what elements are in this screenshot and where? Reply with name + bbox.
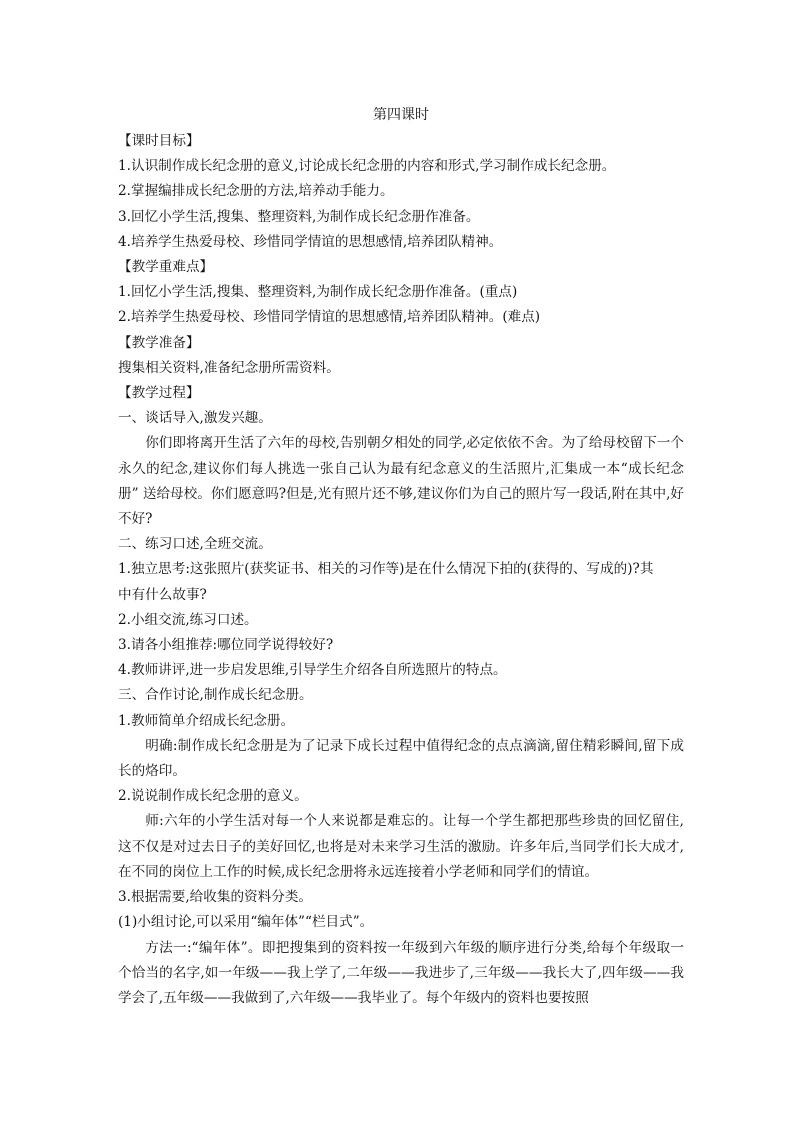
- text-line: 三、合作讨论,制作成长纪念册。: [118, 687, 313, 704]
- text-line: 4.培养学生热爱母校、珍惜同学情谊的思想感情,培养团队精神。: [118, 233, 503, 250]
- text-line: 2.培养学生热爱母校、珍惜同学情谊的思想感情,培养团队精神。(难点): [118, 309, 541, 326]
- text-line: 3.回忆小学生活,搜集、整理资料,为制作成长纪念册作准备。: [118, 208, 480, 225]
- text-line: 3.请各小组推荐:哪位同学说得较好?: [118, 637, 334, 654]
- page-title: 第四课时: [373, 107, 429, 123]
- text-line: 【课时目标】: [118, 133, 200, 149]
- text-line: 3.根据需要,给收集的资料分类。: [118, 889, 313, 906]
- text-line: 1.回忆小学生活,搜集、整理资料,为制作成长纪念册作准备。(重点): [118, 284, 518, 301]
- text-line: 【教学重难点】: [118, 259, 214, 276]
- text-line: 1.认识制作成长纪念册的意义,讨论成长纪念册的内容和形式,学习制作成长纪念册。: [118, 158, 616, 175]
- text-line: 4.教师讲评,进一步启发思维,引导学生介绍各自所选照片的特点。: [118, 662, 507, 679]
- text-line: 中有什么故事?: [118, 586, 207, 603]
- text-line: 2.说说制作成长纪念册的意义。: [118, 788, 308, 805]
- paragraph: 你们即将离开生活了六年的母校,告别朝夕相处的同学,必定依依不舍。为了给母校留下一个永久的纪念,建议你们每人挑选一张自己认为最有纪念意义的生活照片,汇集成一本“成长纪念册” 送给母校。你们愿意吗?但是,光有照片还不够,建议你们为自己的照片写一段话,附在其中,好不好?: [118, 435, 684, 528]
- paragraph: 师:六年的小学生活对每一个人来说都是难忘的。让每一个学生都把那些珍贵的回忆留住,这不仅是对过去日子的美好回忆,也将是对未来学习生活的激励。许多年后,当同学们长大成才,在不同的岗位上工作的时候,成长纪念册将永远连接着小学老师和同学们的情谊。: [118, 813, 684, 880]
- text-line: 2.掌握编排成长纪念册的方法,培养动手能力。: [118, 183, 394, 200]
- document-body: [118, 129, 684, 1011]
- text-line: 【教学过程】: [118, 385, 200, 402]
- text-line: 2.小组交流,练习口述。: [118, 611, 258, 628]
- text-line: (1)小组讨论,可以采用“编年体”“栏目式”。: [118, 914, 374, 931]
- text-line: 【教学准备】: [118, 334, 200, 351]
- paragraph: 方法一:“编年体”。即把搜集到的资料按一年级到六年级的顺序进行分类,给每个年级取一个恰当的名字,如一年级——我上学了,二年级——我进步了,三年级——我长大了,四年级——我学会了,五年级——我做到了,六年级——我毕业了。每个年级内的资料也要按照: [118, 939, 684, 1006]
- text-line: 一、谈话导入,激发兴趣。: [118, 410, 272, 427]
- text-line: 二、练习口述,全班交流。: [118, 536, 272, 553]
- text-line: 搜集相关资料,准备纪念册所需资料。: [118, 359, 340, 376]
- paragraph: 明确:制作成长纪念册是为了记录下成长过程中值得纪念的点点滴滴,留住精彩瞬间,留下成长的烙印。: [118, 737, 684, 780]
- text-line: 1.教师简单介绍成长纪念册。: [118, 712, 295, 729]
- text-line: 1.独立思考:这张照片(获奖证书、相关的习作等)是在什么情况下拍的(获得的、写成的)?其: [118, 561, 654, 578]
